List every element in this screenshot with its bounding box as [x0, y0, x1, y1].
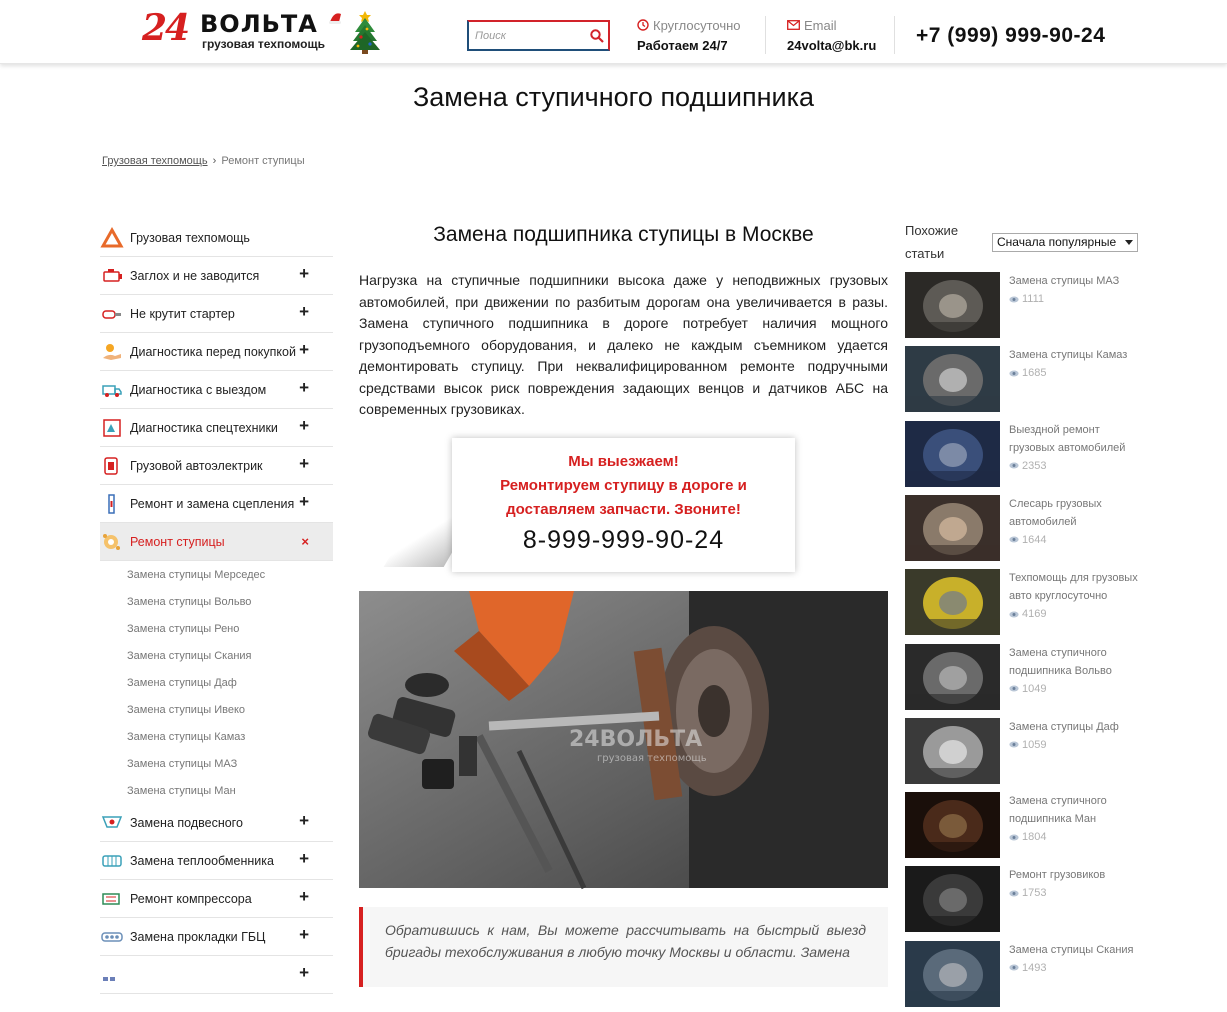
hours-label: Круглосуточно [653, 17, 741, 33]
submenu-item[interactable]: Замена ступицы Ман [127, 784, 236, 797]
sort-selected-value: Сначала популярные [997, 235, 1117, 249]
promo-line: доставляем запчасти. Звоните! [506, 501, 741, 518]
sidebar-item-pre-purchase-diagnostics[interactable] [100, 333, 333, 371]
sidebar-item-label: Диагностика спецтехники [130, 420, 278, 435]
article-view-count: 4169 [1022, 608, 1047, 621]
sidebar-item-more[interactable] [100, 956, 333, 994]
sidebar-item-label: Заглох и не заводится [130, 268, 260, 283]
expand-plus-icon[interactable]: + [299, 416, 309, 435]
article-thumbnail[interactable] [905, 346, 1000, 412]
hours-value: Работаем 24/7 [637, 38, 728, 53]
article-thumbnail[interactable] [905, 718, 1000, 784]
sidebar-item-label: Замена прокладки ГБЦ [130, 929, 266, 944]
clutch-icon [101, 494, 123, 514]
similar-article[interactable] [905, 644, 1140, 714]
article-views [1009, 364, 1139, 382]
expand-plus-icon[interactable]: + [299, 340, 309, 359]
expand-plus-icon[interactable]: + [299, 811, 309, 830]
promo-callout [452, 438, 795, 572]
search-input[interactable] [475, 27, 585, 45]
breadcrumb-current: Ремонт ступицы [221, 155, 305, 167]
submenu-item[interactable]: Замена ступицы Ивеко [127, 703, 246, 716]
page-title: Замена ступичного подшипника [412, 82, 815, 112]
eye-icon [1009, 370, 1019, 377]
article-thumbnail[interactable] [905, 941, 1000, 1007]
similar-article[interactable] [905, 718, 1140, 788]
article-view-count: 1059 [1022, 738, 1047, 751]
article-thumbnail[interactable] [905, 792, 1000, 858]
similar-article[interactable] [905, 346, 1140, 416]
article-thumbnail-image [905, 792, 1000, 858]
heat-exchanger-icon [101, 851, 123, 871]
article-thumbnail[interactable] [905, 421, 1000, 487]
article-title[interactable]: Замена ступичного подшипника Вольво [1009, 646, 1112, 677]
submenu-item[interactable]: Замена ступицы МАЗ [127, 757, 238, 770]
breadcrumb [102, 155, 305, 167]
sidebar-item-compressor-repair[interactable] [100, 880, 333, 918]
header-divider [765, 16, 766, 54]
christmas-tree-icon [349, 10, 381, 54]
submenu-item[interactable]: Замена ступицы Мерседес [127, 568, 266, 581]
sidebar-item-label: Диагностика перед покупкой [130, 344, 296, 359]
sidebar-item-field-diagnostics[interactable] [100, 371, 333, 409]
article-thumbnail-image [905, 718, 1000, 784]
eye-icon [1009, 741, 1019, 748]
article-thumbnail-image [905, 569, 1000, 635]
sidebar-submenu [100, 561, 333, 804]
sidebar-item-label: Замена теплообменника [130, 853, 274, 868]
sidebar-menu [100, 219, 333, 994]
photo-watermark-subtitle: грузовая техпомощь [597, 753, 707, 764]
email-label: Email [804, 17, 837, 33]
sidebar-item-center-bearing[interactable] [100, 804, 333, 842]
diagnostic-truck-icon [101, 380, 123, 400]
expand-plus-icon[interactable]: + [299, 849, 309, 868]
eye-icon [1009, 890, 1019, 897]
logo-number: 24 [142, 7, 189, 49]
sidebar-item-special-vehicle-diagnostics[interactable] [100, 409, 333, 447]
intro-paragraph: Нагрузка на ступичные подшипники высока даже у неподвижных грузовых автомобилей, при движении по разбитым дорогам она увеличивается в разы. Замена ступичного подшипника в дороге потребует наличия мощного грузоподъемного оборудования, и далеко не каждым съемником удается демонтировать ступицу. При неквалифицированном ремонте подручными средствами высок риск повреждения задающих венцов и датчиков АБС на современных грузовиках. [359, 272, 888, 417]
eye-icon [1009, 964, 1019, 971]
header-phone[interactable]: +7 (999) 999-90-24 [916, 24, 1106, 47]
similar-article[interactable] [905, 941, 1140, 1011]
header-divider [894, 16, 895, 54]
sidebar-item-truck-electrician[interactable] [100, 447, 333, 485]
promo-line: Ремонтируем ступицу в дороге и [500, 477, 747, 494]
article-view-count: 1049 [1022, 682, 1047, 695]
expand-plus-icon[interactable]: + [299, 378, 309, 397]
breadcrumb-separator-icon: › [209, 155, 220, 167]
email-value[interactable]: 24volta@bk.ru [787, 38, 877, 53]
sidebar-item-engine-stall[interactable] [100, 257, 333, 295]
eye-icon [1009, 834, 1019, 841]
article-views [1009, 959, 1139, 977]
article-views [1009, 828, 1139, 846]
envelope-icon [787, 20, 800, 30]
main-content [359, 219, 888, 960]
sidebar-item-head-gasket[interactable] [100, 918, 333, 956]
sidebar-item-label: Диагностика с выездом [130, 382, 267, 397]
warning-triangle-icon [101, 228, 123, 248]
santa-hat-icon [328, 10, 344, 26]
sidebar-item-label: Не крутит стартер [130, 306, 235, 321]
sidebar-item-hub-repair[interactable] [100, 523, 333, 561]
special-vehicle-icon [101, 418, 123, 438]
starter-icon [101, 304, 123, 324]
eye-icon [1009, 536, 1019, 543]
similar-article[interactable] [905, 421, 1140, 491]
article-thumbnail[interactable] [905, 569, 1000, 635]
article-title[interactable]: Замена ступицы Камаз [1009, 349, 1128, 362]
article-view-count: 1111 [1022, 293, 1045, 305]
article-title[interactable]: Замена ступицы Скания [1009, 943, 1134, 956]
article-title[interactable]: Замена ступицы МАЗ [1009, 275, 1120, 287]
expand-plus-icon[interactable]: + [299, 925, 309, 944]
similar-article[interactable] [905, 272, 1140, 342]
article-views [1009, 290, 1139, 308]
article-title[interactable]: Техпомощь для грузовых авто круглосуточно [1009, 572, 1138, 603]
article-views [1009, 531, 1139, 549]
sidebar-item-starter[interactable] [100, 295, 333, 333]
article-thumbnail[interactable] [905, 495, 1000, 561]
sidebar-item-clutch-repair[interactable] [100, 485, 333, 523]
hand-coin-icon [101, 342, 123, 362]
article-title[interactable]: Слесарь грузовых автомобилей [1009, 497, 1102, 528]
sidebar-item-label: Ремонт и замена сцепления [130, 496, 295, 511]
collapse-close-icon[interactable]: × [301, 534, 309, 549]
hours-block [637, 16, 741, 53]
expand-plus-icon[interactable]: + [299, 302, 309, 321]
article-views [1009, 680, 1139, 698]
expand-plus-icon[interactable]: + [299, 963, 309, 982]
bearing-mount-icon [101, 813, 123, 833]
expand-plus-icon[interactable]: + [299, 887, 309, 906]
article-view-count: 1804 [1022, 831, 1047, 844]
sort-select[interactable] [992, 233, 1138, 252]
article-thumbnail[interactable] [905, 866, 1000, 932]
photo-watermark: 24ВОЛЬТА [569, 727, 703, 752]
sidebar-item-label: Ремонт компрессора [130, 891, 252, 906]
expand-plus-icon[interactable]: + [299, 264, 309, 283]
eye-icon [1009, 462, 1019, 469]
quote-block [359, 907, 888, 987]
email-block [787, 16, 876, 53]
chevron-down-icon [1125, 240, 1133, 245]
article-title[interactable]: Замена ступичного подшипника Ман [1009, 795, 1107, 826]
sidebar-item-heat-exchanger[interactable] [100, 842, 333, 880]
article-thumbnail-image [905, 495, 1000, 561]
similar-article[interactable] [905, 866, 1140, 936]
compressor-icon [101, 889, 123, 909]
logo-word: ВОЛЬТА [200, 10, 318, 38]
article-title[interactable]: Ремонт грузовиков [1009, 869, 1106, 882]
sidebar-item-label: Ремонт ступицы [130, 534, 225, 549]
sidebar-item-label: Грузовая техпомощь [130, 230, 250, 245]
article-title[interactable]: Выездной ремонт грузовых автомобилей [1009, 423, 1126, 454]
article-title[interactable]: Замена ступицы Даф [1009, 720, 1119, 733]
site-logo[interactable] [142, 8, 382, 54]
article-views [1009, 605, 1139, 623]
expand-plus-icon[interactable]: + [299, 492, 309, 511]
eye-icon [1009, 611, 1019, 618]
submenu-item[interactable]: Замена ступицы Вольво [127, 595, 252, 608]
logo-subtitle: грузовая техпомощь [202, 37, 325, 51]
similar-article[interactable] [905, 792, 1140, 862]
article-thumbnail-image [905, 346, 1000, 412]
article-thumbnail-image [905, 421, 1000, 487]
article-view-count: 2353 [1022, 459, 1047, 472]
promo-line: Мы выезжаем! [568, 453, 679, 470]
hub-repair-photo-image [359, 591, 888, 888]
article-view-count: 1493 [1022, 961, 1047, 974]
hub-icon [101, 532, 123, 552]
search-box [467, 20, 610, 51]
gasket-icon [101, 927, 123, 947]
misc-icon [101, 965, 123, 985]
article-views [1009, 457, 1139, 475]
submenu-item[interactable]: Замена ступицы Камаз [127, 730, 246, 743]
quote-text: Обратившись к нам, Вы можете рассчитывать на быстрый выезд бригады техобслуживания в любую точку Москвы и области. Замена [385, 922, 866, 960]
eye-icon [1009, 685, 1019, 692]
article-thumbnail-image [905, 644, 1000, 710]
breadcrumb-home-link[interactable]: Грузовая техпомощь [102, 155, 208, 167]
article-view-count: 1644 [1022, 533, 1047, 546]
similar-article[interactable] [905, 495, 1140, 565]
article-views [1009, 884, 1139, 902]
article-view-count: 1685 [1022, 367, 1047, 380]
sidebar-item-label: Замена подвесного [130, 815, 243, 830]
submenu-item[interactable]: Замена ступицы Скания [127, 649, 252, 662]
article-views [1009, 736, 1139, 754]
article-thumbnail[interactable] [905, 272, 1000, 338]
article-thumbnail-image [905, 866, 1000, 932]
clock-icon [637, 19, 649, 31]
similar-article[interactable] [905, 569, 1140, 639]
site-header [0, 0, 1227, 64]
battery-icon [101, 456, 123, 476]
submenu-item[interactable]: Замена ступицы Рено [127, 622, 240, 635]
sidebar-item-label: Грузовой автоэлектрик [130, 458, 263, 473]
search-icon[interactable] [589, 28, 605, 44]
eye-icon [1009, 296, 1019, 303]
sidebar-item-truck-assistance[interactable] [100, 219, 333, 257]
submenu-item[interactable]: Замена ступицы Даф [127, 676, 237, 689]
similar-articles-title: Похожие статьи [905, 223, 959, 261]
section-heading: Замена подшипника ступицы в Москве [433, 223, 814, 246]
promo-phone[interactable]: 8-999-999-90-24 [522, 526, 725, 554]
engine-icon [101, 266, 123, 286]
article-thumbnail[interactable] [905, 644, 1000, 710]
hub-repair-photo [359, 591, 888, 888]
article-thumbnail-image [905, 272, 1000, 338]
expand-plus-icon[interactable]: + [299, 454, 309, 473]
article-thumbnail-image [905, 941, 1000, 1007]
article-view-count: 1753 [1022, 887, 1047, 900]
